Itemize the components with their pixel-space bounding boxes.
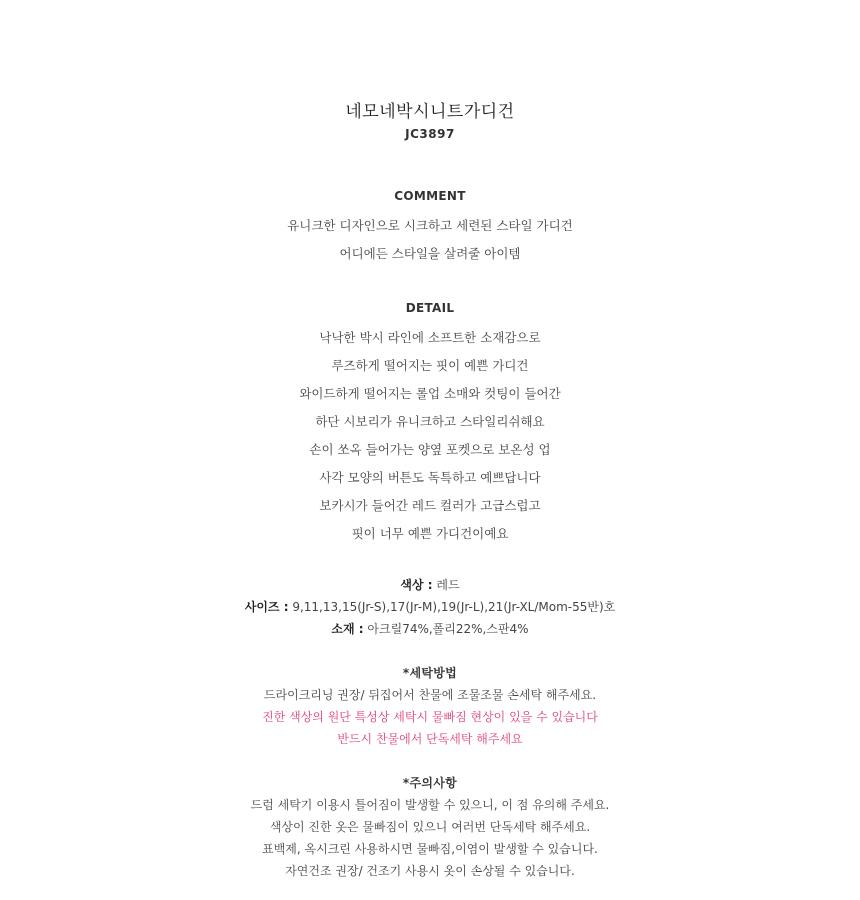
detail-line: 하단 시보리가 유니크하고 스타일리쉬해요 [315,414,545,429]
caution-line: 표백제, 옥시크린 사용하시면 물빠짐,이염이 발생할 수 있습니다. [262,842,598,856]
detail-line: 낙낙한 박시 라인에 소프트한 소재감으로 [319,330,541,345]
spec-size-label: 사이즈 : [244,600,289,614]
spec-material [0,620,860,637]
caution-line: 색상이 진한 옷은 물빠짐이 있으니 여러번 단독세탁 해주세요. [269,820,591,834]
spec-material-value: 아크릴74%,폴리22%,스판4% [367,622,529,636]
detail-line: 핏이 너무 예쁜 가디건이예요 [351,526,509,541]
spec-color [0,576,860,593]
detail-line: 와이드하게 떨어지는 롤업 소매와 컷팅이 들어간 [299,386,561,401]
product-title: 네모네박시니트가디건 [345,102,515,122]
comment-heading: COMMENT [394,189,466,203]
spec-size [0,598,860,615]
caution-line: 드럼 세탁기 이용시 틀어짐이 발생할 수 있으니, 이 점 유의해 주세요. [250,798,610,812]
detail-line: 루즈하게 떨어지는 핏이 예쁜 가디건 [331,358,529,373]
spec-color-label: 색상 : [400,578,433,592]
caution-line: 자연건조 권장/ 건조기 사용시 옷이 손상될 수 있습니다. [285,864,575,878]
detail-heading: DETAIL [405,301,455,315]
comment-line: 어디에든 스타일을 살려줄 아이템 [339,246,521,261]
detail-line: 보카시가 들어간 레드 컬러가 고급스럽고 [319,498,541,513]
washing-warning: 진한 색상의 원단 특성상 세탁시 물빠짐 현상이 있을 수 있습니다 [262,710,598,724]
comment-line: 유니크한 디자인으로 시크하고 세련된 스타일 가디건 [287,218,573,233]
washing-warning: 반드시 찬물에서 단독세탁 해주세요 [337,732,523,746]
washing-heading: *세탁방법 [402,666,458,680]
spec-size-value: 9,11,13,15(Jr-S),17(Jr-M),19(Jr-L),21(Jr-XL/Mom-55반)호 [292,600,616,614]
washing-line: 드라이크리닝 권장/ 뒤집어서 찬물에 조물조물 손세탁 해주세요. [263,688,597,702]
detail-line: 손이 쏘옥 들어가는 양옆 포켓으로 보온성 업 [309,442,551,457]
product-code: JC3897 [405,127,455,141]
caution-heading: *주의사항 [402,776,458,790]
spec-color-value: 레드 [436,578,460,592]
detail-line: 사각 모양의 버튼도 독특하고 예쁘답니다 [319,470,541,485]
spec-material-label: 소재 : [331,622,364,636]
